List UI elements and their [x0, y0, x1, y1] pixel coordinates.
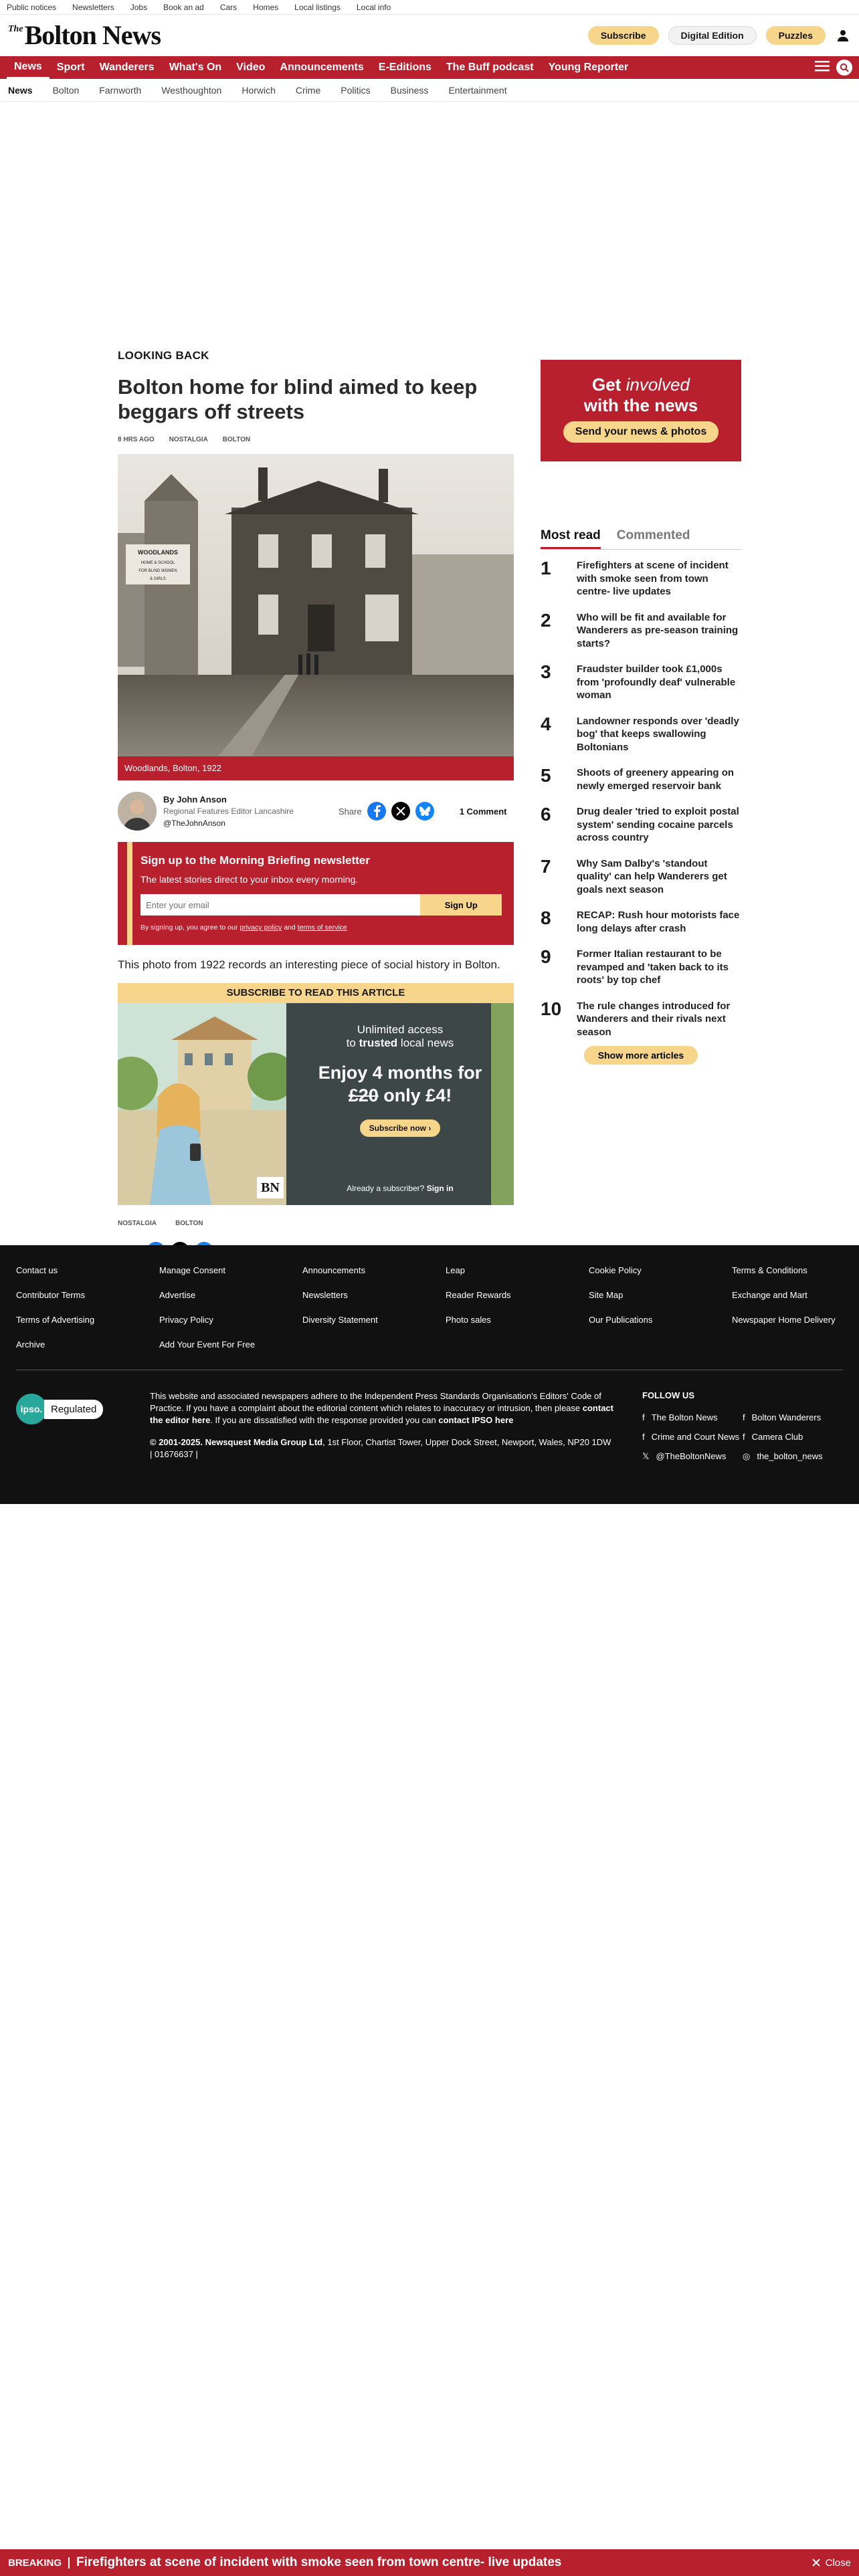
facebook-icon: f	[743, 1432, 745, 1442]
paywall-panel	[286, 1003, 514, 1205]
bn-logo: BN	[257, 1177, 284, 1198]
close-icon	[812, 2559, 820, 2567]
breaking-news-bar[interactable]	[0, 2549, 859, 2576]
footer-link[interactable]: Site Map	[589, 1290, 624, 1300]
social-link[interactable]	[642, 1412, 743, 1422]
logo-the: The	[8, 24, 23, 34]
paywall-signin-link[interactable]: Sign in	[426, 1183, 454, 1193]
footer-link[interactable]: Diversity Statement	[302, 1315, 378, 1325]
copyright-address: , 1st Floor, Chartist Tower, Upper Dock Street, Newport, Wales, NP20 1DW | 01676637 |	[150, 1436, 611, 1459]
subnav-item-farnworth[interactable]: Farnworth	[99, 84, 142, 96]
author-row	[118, 790, 514, 833]
list-item-title[interactable]: Shoots of greenery appearing on newly emerged reservoir bank	[577, 767, 735, 792]
tag-nostalgia-bottom[interactable]: NOSTALGIA	[118, 1220, 157, 1228]
rank-number: 8	[541, 907, 551, 928]
footer-link[interactable]: Contributor Terms	[16, 1290, 86, 1300]
nav-item-buff-podcast[interactable]: The Buff podcast	[446, 62, 534, 73]
show-more-articles-button[interactable]: Show more articles	[584, 1046, 698, 1065]
rank-number: 4	[541, 713, 551, 734]
nav-item-video[interactable]: Video	[236, 62, 266, 73]
paywall-offer-text	[286, 1062, 514, 1107]
footer-link[interactable]: Announcements	[302, 1265, 365, 1275]
paywall-subscribe-button[interactable]: Subscribe now ›	[360, 1119, 441, 1137]
list-item[interactable]	[541, 611, 741, 651]
most-read-tabs	[541, 528, 741, 550]
breaking-headline[interactable]: Firefighters at scene of incident with smoke seen from town centre- live updates	[76, 2555, 562, 2569]
rank-number: 2	[541, 609, 551, 631]
newsletter-legal	[140, 924, 502, 932]
list-item[interactable]	[541, 715, 741, 754]
list-item[interactable]	[541, 766, 741, 792]
social-link[interactable]	[743, 1432, 843, 1442]
svg-text:WOODLANDS: WOODLANDS	[138, 549, 178, 556]
subnav-item-horwich[interactable]: Horwich	[242, 84, 276, 96]
footer-link[interactable]: Exchange and Mart	[732, 1290, 807, 1300]
footer-link[interactable]: Archive	[16, 1339, 45, 1350]
paywall-line2-a: to	[346, 1037, 359, 1050]
social-label: Bolton Wanderers	[751, 1412, 822, 1422]
nav-item-whats-on[interactable]: What's On	[169, 62, 222, 73]
terms-of-service-link[interactable]: terms of service	[297, 924, 347, 932]
get-involved-promo	[541, 360, 741, 461]
utility-link-local-info[interactable]: Local info	[356, 2, 391, 12]
site-footer	[0, 1245, 859, 1504]
subnav-item-bolton[interactable]: Bolton	[52, 84, 80, 96]
paywall-signin-pre: Already a subscriber?	[347, 1183, 427, 1193]
footer-link[interactable]: Newsletters	[302, 1290, 348, 1300]
list-item-title[interactable]: Drug dealer 'tried to exploit postal system' sending cocaine parcels across country	[577, 806, 739, 843]
send-news-button[interactable]: Send your news & photos	[563, 421, 719, 443]
facebook-icon[interactable]	[367, 802, 386, 821]
utility-bar	[0, 0, 859, 15]
footer-links	[16, 1265, 843, 1350]
masthead	[0, 15, 859, 56]
rank-number: 3	[541, 661, 551, 682]
article-photo[interactable]	[118, 454, 514, 756]
footer-legal-c: . If you are dissatisfied with the response provided you can	[210, 1415, 439, 1426]
subnav-item-entertainment[interactable]: Entertainment	[448, 84, 507, 96]
rank-number: 6	[541, 804, 551, 825]
ipso-logo: ipso.	[16, 1394, 47, 1424]
footer-link[interactable]: Photo sales	[446, 1315, 491, 1325]
svg-text:FOR BLIND WOMEN: FOR BLIND WOMEN	[138, 569, 177, 574]
social-label: Crime and Court News	[651, 1432, 740, 1442]
subnav-item-crime[interactable]: Crime	[295, 84, 321, 96]
promo-get: Get	[592, 374, 626, 395]
rank-number: 7	[541, 855, 551, 877]
footer-link[interactable]: Contact us	[16, 1265, 58, 1275]
paywall-old-price: £20	[348, 1085, 379, 1105]
search-icon[interactable]	[836, 60, 852, 76]
photo-caption: Woodlands, Bolton, 1922	[118, 756, 514, 780]
list-item[interactable]	[541, 1000, 741, 1039]
subnav-item-news[interactable]: News	[8, 84, 33, 96]
social-label: The Bolton News	[651, 1412, 718, 1422]
list-item-title[interactable]: Who will be fit and available for Wanderers as pre-season training starts?	[577, 611, 739, 649]
utility-link-local-listings[interactable]: Local listings	[294, 2, 341, 12]
menu-icon[interactable]	[815, 61, 830, 75]
list-item-title[interactable]: Former Italian restaurant to be revamped and 'taken back to its roots' by top chef	[577, 948, 729, 986]
footer-link[interactable]: Terms & Conditions	[732, 1265, 807, 1275]
list-item-title[interactable]: Fraudster builder took £1,000s from 'profoundly deaf' vulnerable woman	[577, 663, 736, 701]
subnav-item-business[interactable]: Business	[390, 84, 429, 96]
author-avatar[interactable]	[118, 792, 157, 831]
facebook-icon: f	[642, 1412, 645, 1422]
list-item[interactable]	[541, 663, 741, 702]
nav-item-e-editions[interactable]: E-Editions	[378, 62, 432, 73]
social-links	[642, 1412, 843, 1462]
newsletter-legal-pre: By signing up, you agree to our	[140, 924, 240, 932]
list-item[interactable]	[541, 948, 741, 987]
social-link[interactable]	[642, 1432, 743, 1442]
newsletter-legal-and: and	[282, 924, 298, 932]
tab-most-read[interactable]: Most read	[541, 528, 601, 549]
facebook-icon: f	[642, 1432, 645, 1442]
paywall-signin	[286, 1184, 514, 1193]
main-nav	[0, 56, 859, 79]
footer-legal	[150, 1390, 615, 1470]
article	[118, 346, 514, 1261]
comments-link-top[interactable]: 1 Comment	[459, 806, 507, 817]
social-label: Camera Club	[751, 1432, 803, 1442]
rank-number: 10	[541, 998, 562, 1019]
footer-legal-a: This website and associated newspapers adhere to the Independent Press Standards Organisation's Editors' Code of Practice. If you have a complaint about the editorial content which relates to inaccuracy or intrusion, then please	[150, 1391, 601, 1414]
most-read-list	[541, 559, 741, 1039]
rank-number: 1	[541, 558, 551, 578]
svg-text:HOME & SCHOOL: HOME & SCHOOL	[140, 561, 175, 566]
social-link[interactable]	[642, 1451, 743, 1462]
article-kicker: LOOKING BACK	[118, 349, 209, 362]
x-icon: 𝕏	[642, 1451, 650, 1461]
nav-item-sport[interactable]: Sport	[56, 62, 85, 73]
newsletter-email-input[interactable]	[140, 894, 420, 916]
logo-name: Bolton News	[24, 20, 161, 50]
nav-item-young-reporter[interactable]: Young Reporter	[548, 62, 629, 73]
ad-slot-top	[0, 102, 859, 346]
utility-link-public-notices[interactable]: Public notices	[7, 2, 57, 12]
follow-us	[642, 1390, 843, 1470]
paywall-decoration	[491, 1003, 514, 1205]
paywall-line2-c: local news	[397, 1037, 454, 1050]
utility-link-cars[interactable]: Cars	[219, 2, 237, 12]
subscribe-button[interactable]: Subscribe	[588, 26, 659, 45]
subnav-item-westhoughton[interactable]: Westhoughton	[161, 84, 222, 96]
facebook-icon: f	[743, 1412, 745, 1422]
promo-line1	[541, 374, 741, 395]
article-time: 8 HRS AGO	[118, 436, 155, 444]
paywall-line2	[286, 1037, 514, 1050]
list-item[interactable]	[541, 805, 741, 845]
breaking-label: BREAKING	[8, 2557, 70, 2569]
paywall-line2-b: trusted	[359, 1037, 398, 1050]
social-link[interactable]	[743, 1412, 843, 1422]
bluesky-icon[interactable]	[415, 802, 434, 821]
author-name[interactable]: By John Anson	[163, 794, 227, 804]
list-item-title[interactable]: Firefighters at scene of incident with smoke seen from town centre- live updates	[577, 560, 729, 597]
site-logo[interactable]	[8, 22, 161, 49]
promo-involved: involved	[626, 374, 690, 395]
svg-text:& GIRLS: & GIRLS	[150, 577, 166, 582]
article-body: This photo from 1922 records an interesting piece of social history in Bolton.	[118, 958, 500, 972]
list-item-title[interactable]: RECAP: Rush hour motorists face long delays after crash	[577, 909, 740, 934]
utility-link-book-an-ad[interactable]: Book an ad	[163, 2, 204, 12]
nav-item-news[interactable]: News	[7, 56, 50, 79]
social-label: the_bolton_news	[757, 1451, 823, 1461]
paywall-illustration	[118, 1003, 286, 1205]
footer-link[interactable]: Our Publications	[589, 1315, 653, 1325]
sidebar	[541, 346, 741, 1261]
x-icon[interactable]	[391, 802, 410, 821]
puzzles-button[interactable]: Puzzles	[766, 26, 826, 45]
footer-link[interactable]: Add Your Event For Free	[159, 1339, 256, 1350]
breaking-close-label: Close	[825, 2557, 851, 2569]
tab-commented[interactable]: Commented	[616, 528, 690, 542]
tag-bolton-top[interactable]: BOLTON	[222, 436, 251, 444]
paywall-offer-line2: only £4!	[378, 1085, 452, 1105]
instagram-icon: ◎	[743, 1451, 751, 1461]
contact-editor-link[interactable]: contact the editor here	[150, 1403, 613, 1426]
content-area	[0, 346, 859, 1261]
footer-link[interactable]: Terms of Advertising	[16, 1315, 95, 1325]
newsletter-signup	[118, 842, 514, 945]
copyright-owner: © 2001-2025. Newsquest Media Group Ltd	[150, 1436, 323, 1447]
promo-line2: with the news	[583, 395, 698, 415]
follow-us-title: FOLLOW US	[642, 1390, 694, 1400]
list-item-title[interactable]: Landowner responds over 'deadly bog' that keeps swallowing Boltonians	[577, 715, 739, 753]
nav-item-wanderers[interactable]: Wanderers	[99, 62, 155, 73]
list-item[interactable]	[541, 857, 741, 897]
social-link[interactable]	[743, 1451, 843, 1462]
digital-edition-button[interactable]: Digital Edition	[668, 26, 757, 45]
newsletter-title: Sign up to the Morning Briefing newsletter	[140, 854, 370, 867]
list-item[interactable]	[541, 909, 741, 935]
breaking-close-button[interactable]	[812, 2557, 851, 2569]
footer-link[interactable]: Privacy Policy	[159, 1315, 213, 1325]
contact-ipso-link[interactable]: contact IPSO here	[438, 1415, 514, 1426]
article-meta	[118, 436, 514, 443]
utility-link-newsletters[interactable]: Newsletters	[72, 2, 114, 12]
share-label: Share	[339, 806, 362, 817]
list-item-title[interactable]: Why Sam Dalby's 'standout quality' can help Wanderers get goals next season	[577, 857, 727, 895]
footer-link[interactable]: Leap	[446, 1265, 465, 1275]
footer-link[interactable]: Reader Rewards	[446, 1290, 511, 1300]
newsletter-form	[140, 894, 502, 916]
utility-link-jobs[interactable]: Jobs	[130, 2, 148, 12]
footer-bottom	[16, 1390, 843, 1470]
ipso-regulated: Regulated	[44, 1400, 103, 1419]
tag-bolton-bottom[interactable]: BOLTON	[175, 1220, 203, 1228]
ipso-badge[interactable]	[16, 1390, 136, 1428]
paywall-offer	[118, 1003, 514, 1205]
subnav-item-politics[interactable]: Politics	[341, 84, 371, 96]
list-item[interactable]	[541, 559, 741, 599]
utility-link-homes[interactable]: Homes	[253, 2, 279, 12]
article-headline: Bolton home for blind aimed to keep beggars off streets	[118, 375, 478, 424]
share-row-top	[339, 802, 507, 821]
author-handle[interactable]: @TheJohnAnson	[163, 818, 225, 828]
rank-number: 5	[541, 765, 551, 786]
rank-number: 9	[541, 946, 551, 967]
sub-nav	[0, 79, 859, 102]
paywall-offer-line1: Enjoy 4 months for	[318, 1063, 482, 1083]
user-account-icon[interactable]	[835, 27, 851, 43]
footer-link[interactable]: Newspaper Home Delivery	[732, 1315, 836, 1325]
social-label: @TheBoltonNews	[656, 1451, 727, 1461]
tag-nostalgia-top[interactable]: NOSTALGIA	[169, 436, 208, 444]
author-info	[163, 794, 339, 830]
nav-item-announcements[interactable]: Announcements	[280, 62, 364, 73]
privacy-policy-link[interactable]: privacy policy	[240, 924, 282, 932]
author-role: Regional Features Editor Lancashire	[163, 807, 294, 817]
paywall-banner: SUBSCRIBE TO READ THIS ARTICLE	[118, 983, 514, 1003]
paywall-line1: Unlimited access	[357, 1023, 444, 1037]
article-tags-bottom	[118, 1220, 514, 1227]
footer-link[interactable]: Manage Consent	[159, 1265, 226, 1275]
newsletter-subtitle: The latest stories direct to your inbox every morning.	[140, 874, 359, 885]
list-item-title[interactable]: The rule changes introduced for Wanderers and their rivals next season	[577, 1000, 731, 1038]
woodlands-photo-image	[118, 454, 514, 756]
footer-link[interactable]: Advertise	[159, 1290, 196, 1300]
newsletter-signup-button[interactable]: Sign Up	[420, 894, 502, 916]
footer-link[interactable]: Cookie Policy	[589, 1265, 642, 1275]
